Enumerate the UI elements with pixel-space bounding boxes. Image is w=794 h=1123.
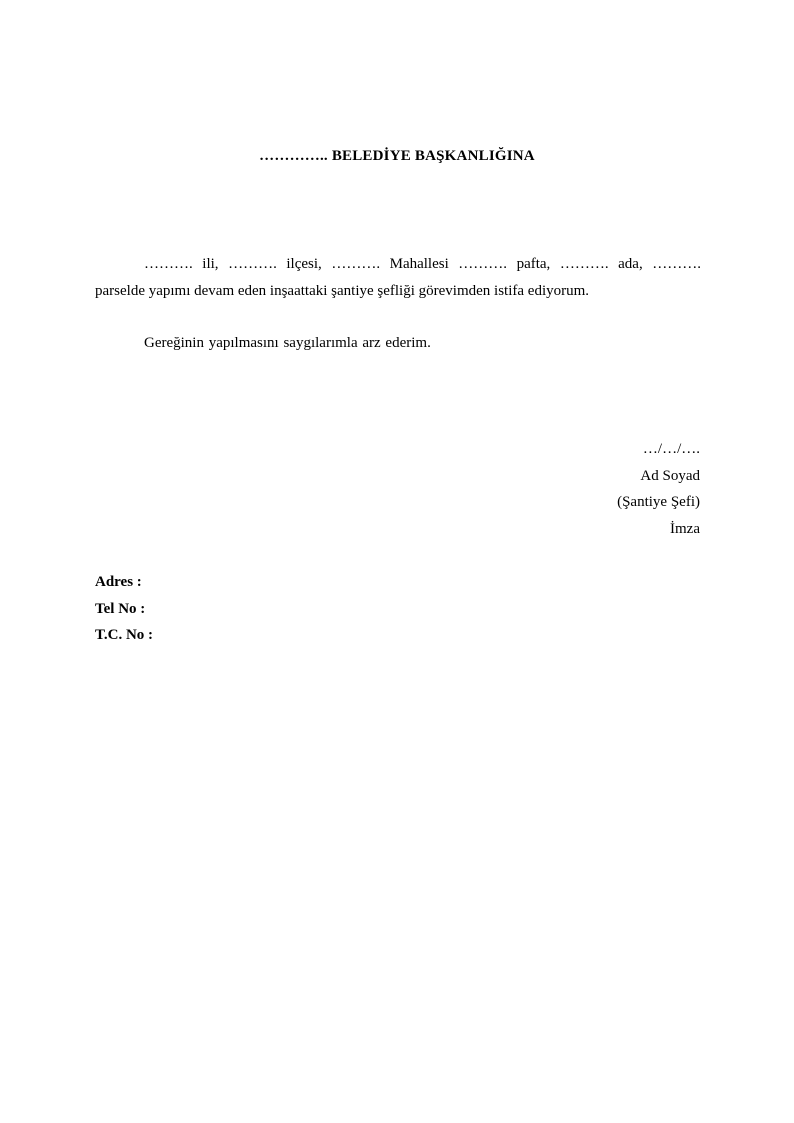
paragraph-line-2: parselde yapımı devam eden inşaattaki şantiye şefliği görevimden istifa ediyorum.	[95, 283, 590, 299]
date-placeholder: …/…/….	[642, 441, 700, 457]
address-label: Adres :	[95, 574, 142, 590]
closing-sentence: Gereğinin yapılmasını saygılarımla arz ederim.	[144, 335, 431, 351]
paragraph-line-1: ………. ili, ………. ilçesi, ………. Mahallesi ………. pafta, ………. ada, ……….	[144, 256, 701, 272]
document-heading: ………….. BELEDİYE BAŞKANLIĞINA	[259, 148, 535, 164]
phone-label: Tel No :	[95, 601, 146, 617]
signer-name: Ad Soyad	[640, 468, 700, 484]
signer-role: (Şantiye Şefi)	[617, 494, 700, 510]
signature-label: İmza	[670, 521, 700, 537]
tc-number-label: T.C. No :	[95, 627, 154, 643]
